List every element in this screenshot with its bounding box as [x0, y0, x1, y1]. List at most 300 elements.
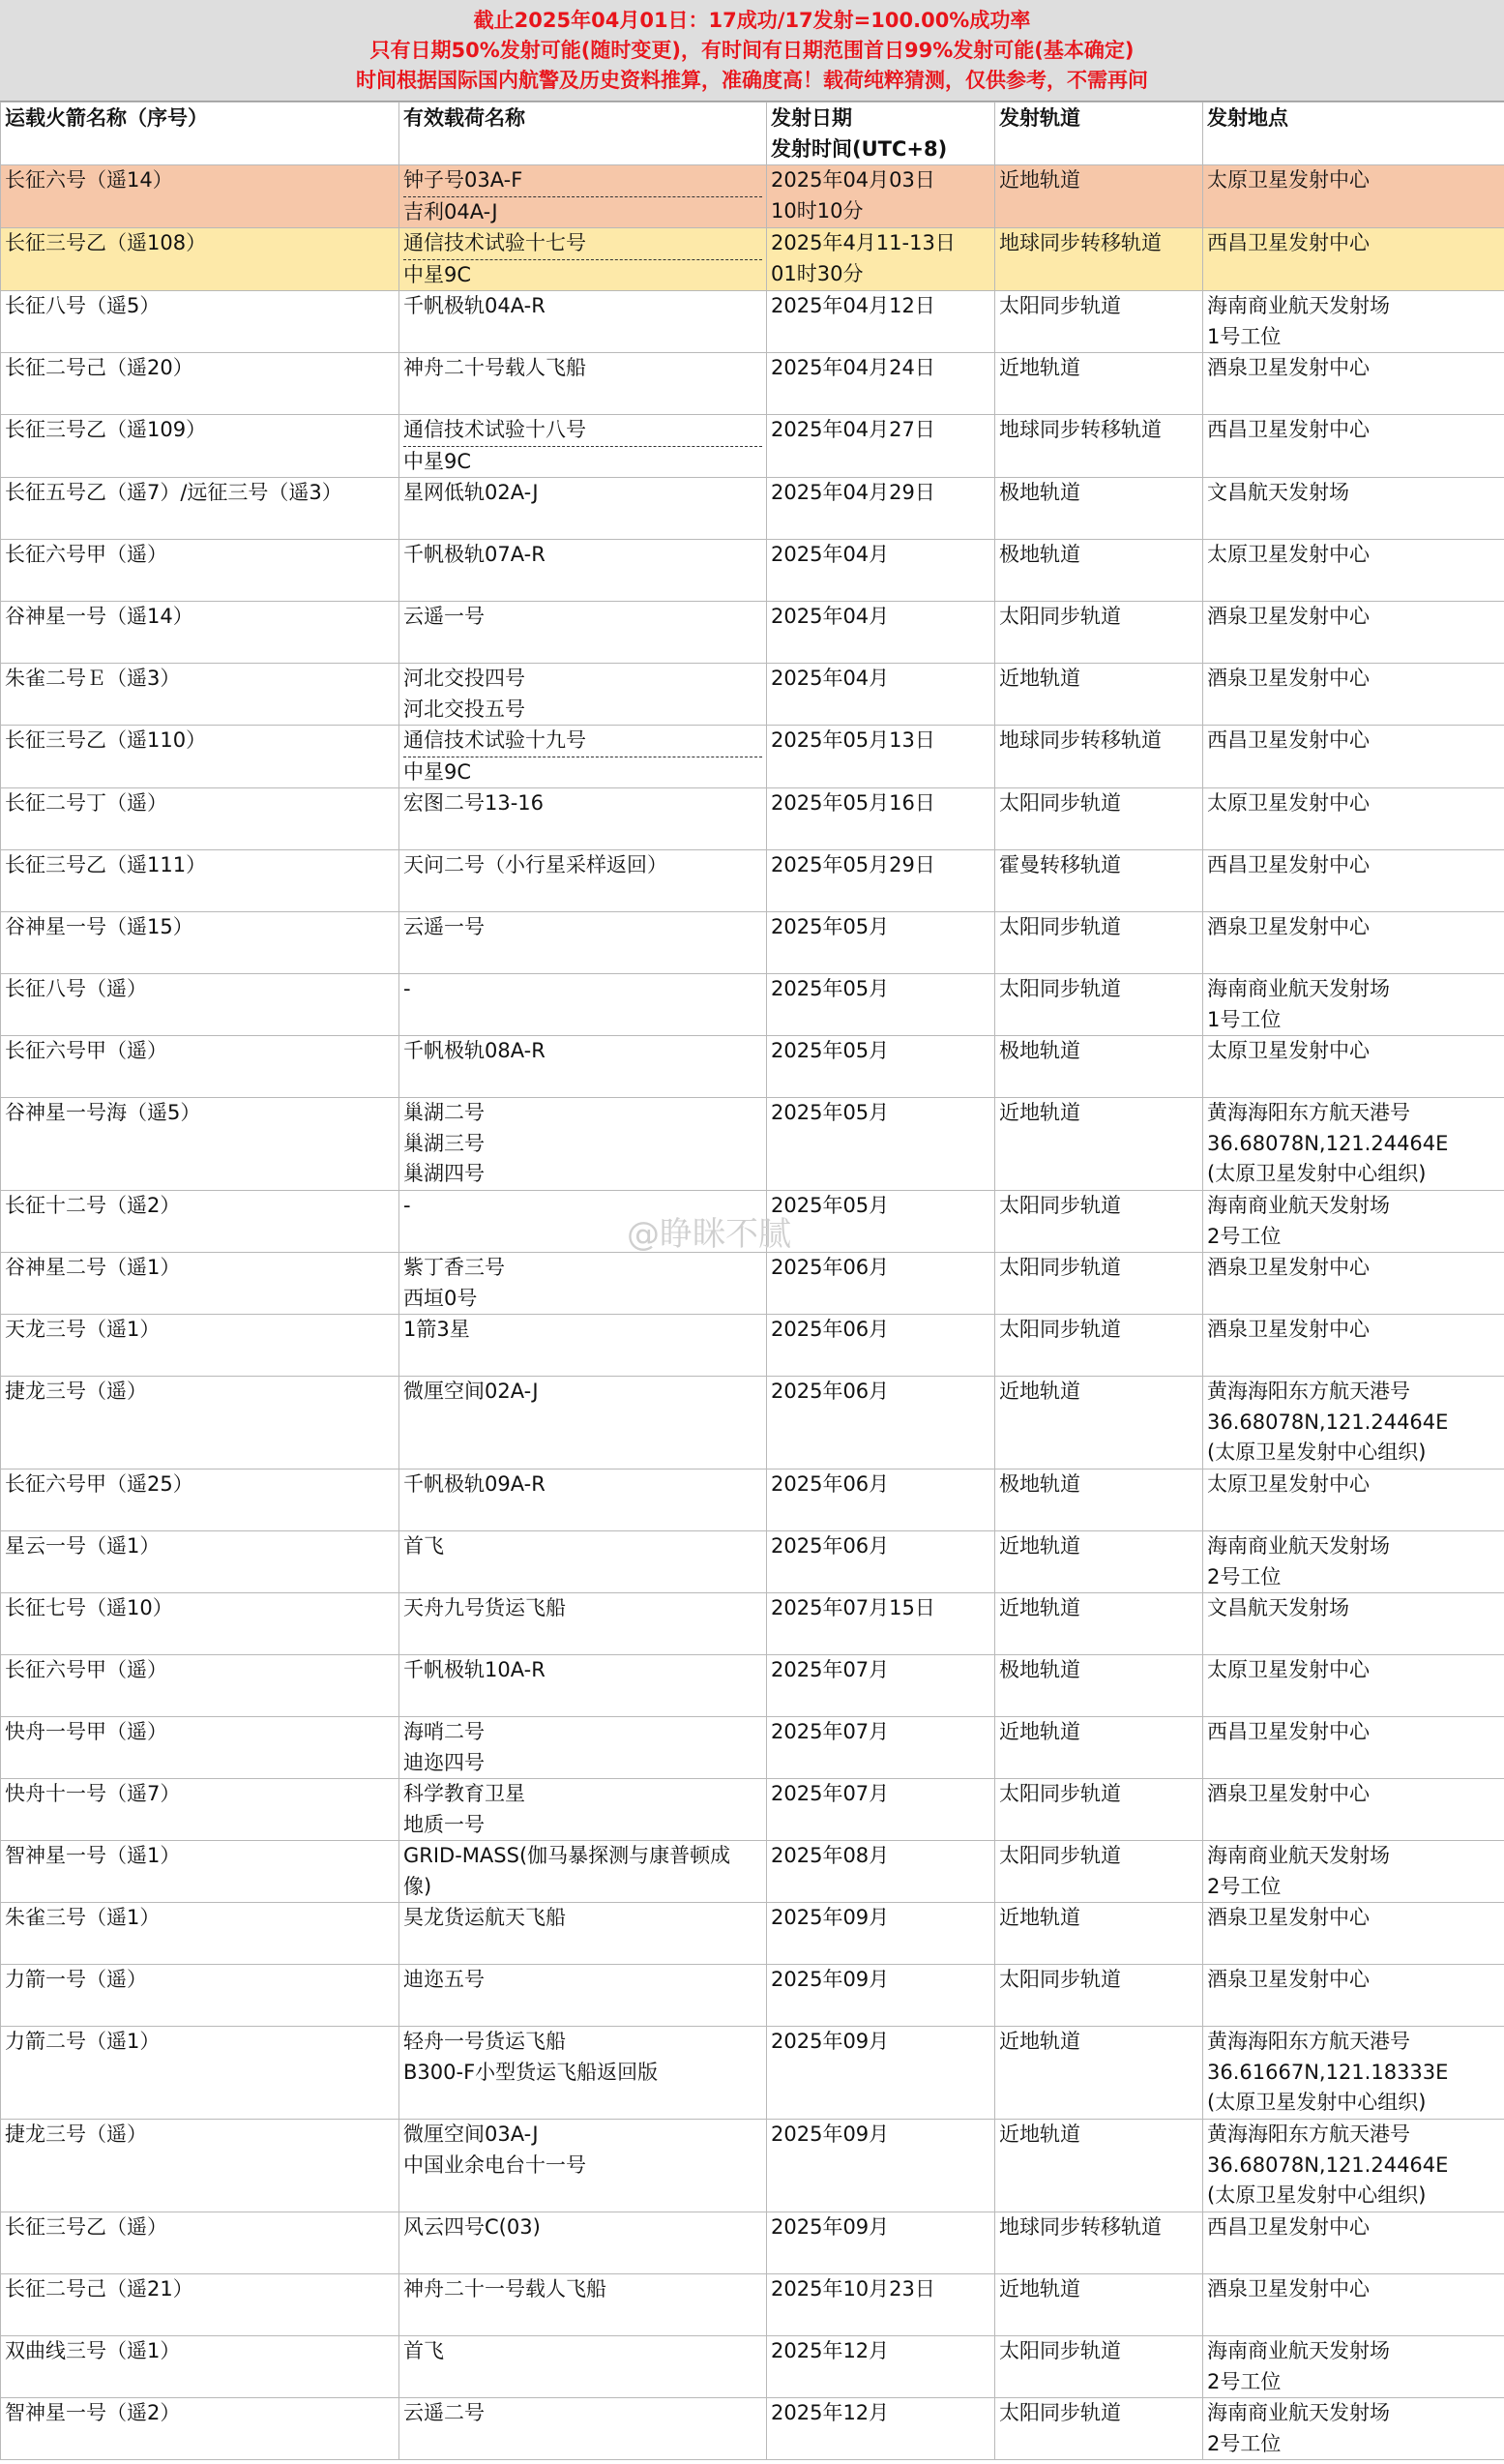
site-cell-line: 2号工位 — [1207, 2369, 1282, 2393]
orbit-cell-line: 近地轨道 — [999, 1534, 1080, 1558]
site-cell-line: 太原卫星发射中心 — [1207, 1658, 1370, 1681]
site-cell — [1203, 1655, 1504, 1717]
payload-cell — [399, 2212, 767, 2274]
date-cell — [767, 291, 995, 353]
rocket-cell-line: 天龙三号（遥1） — [5, 1318, 161, 1341]
table-row — [1, 726, 1504, 788]
site-cell — [1203, 1717, 1504, 1779]
date-cell-line: 2025年09月 — [771, 2030, 890, 2053]
date-cell-line: 2025年07月15日 — [771, 1596, 935, 1619]
rocket-cell — [1, 291, 399, 353]
orbit-cell — [995, 664, 1203, 726]
payload-cell-line: 像) — [403, 1874, 432, 1898]
table-row — [1, 912, 1504, 974]
site-cell-line: 西昌卫星发射中心 — [1207, 2215, 1370, 2239]
payload-cell-line: - — [403, 1194, 411, 1217]
payload-cell-line: 迪迩四号 — [403, 1750, 485, 1774]
date-cell — [767, 664, 995, 726]
orbit-cell — [995, 1965, 1203, 2027]
site-cell — [1203, 2027, 1504, 2120]
date-cell — [767, 165, 995, 228]
site-cell — [1203, 478, 1504, 540]
rocket-cell — [1, 1253, 399, 1315]
site-cell-line: 酒泉卫星发射中心 — [1207, 605, 1370, 628]
orbit-cell-line: 近地轨道 — [999, 1380, 1080, 1403]
rocket-cell-line: 长征三号乙（遥） — [5, 2215, 167, 2239]
orbit-cell-line: 极地轨道 — [999, 1658, 1080, 1681]
rocket-cell — [1, 912, 399, 974]
payload-cell-line: 云遥一号 — [403, 605, 485, 628]
table-row — [1, 1717, 1504, 1779]
date-cell-line: 01时30分 — [771, 261, 864, 285]
site-cell-line: 1号工位 — [1207, 324, 1282, 348]
date-cell — [767, 353, 995, 415]
site-cell-line: 太原卫星发射中心 — [1207, 1472, 1370, 1496]
rocket-cell — [1, 353, 399, 415]
payload-cell-line: 神舟二十号载人飞船 — [403, 356, 586, 379]
table-row — [1, 1965, 1504, 2027]
date-cell — [767, 1593, 995, 1655]
date-cell — [767, 1841, 995, 1903]
site-cell — [1203, 1593, 1504, 1655]
payload-cell-line: 云遥二号 — [403, 2401, 485, 2424]
date-cell — [767, 912, 995, 974]
date-cell-line: 2025年05月13日 — [771, 728, 935, 752]
site-cell — [1203, 165, 1504, 228]
payload-cell — [399, 1531, 767, 1593]
rocket-cell — [1, 165, 399, 228]
date-cell-line: 2025年06月 — [771, 1380, 890, 1403]
payload-cell-line: 星网低轨02A-J — [403, 481, 539, 504]
orbit-cell — [995, 2398, 1203, 2460]
rocket-cell-line: 长征八号（遥） — [5, 977, 147, 1000]
payload-cell — [399, 1377, 767, 1469]
orbit-cell — [995, 1253, 1203, 1315]
site-cell-line: 西昌卫星发射中心 — [1207, 728, 1370, 752]
payload-cell-line: 首飞 — [403, 2339, 444, 2362]
date-cell-line: 2025年05月 — [771, 1101, 890, 1124]
rocket-cell — [1, 602, 399, 664]
rocket-cell — [1, 478, 399, 540]
table-row — [1, 228, 1504, 291]
col-header-date-line: 发射日期 — [771, 106, 852, 130]
rocket-cell-line: 长征六号（遥14） — [5, 168, 173, 192]
rocket-cell — [1, 1841, 399, 1903]
orbit-cell-line: 地球同步转移轨道 — [999, 728, 1162, 752]
rocket-cell — [1, 1779, 399, 1841]
payload-cell — [399, 1779, 767, 1841]
site-cell — [1203, 788, 1504, 850]
site-cell — [1203, 1531, 1504, 1593]
date-cell — [767, 1036, 995, 1098]
rocket-cell-line: 谷神星二号（遥1） — [5, 1256, 181, 1279]
payload-cell-line: 钟子号03A-F — [403, 168, 523, 192]
site-cell-line: 海南商业航天发射场 — [1207, 1534, 1390, 1558]
payload-cell-line: 1箭3星 — [403, 1318, 470, 1341]
date-cell-line: 2025年05月 — [771, 915, 890, 938]
table-row — [1, 664, 1504, 726]
date-cell-line: 2025年04月29日 — [771, 481, 935, 504]
rocket-cell — [1, 1469, 399, 1531]
payload-cell — [399, 664, 767, 726]
site-cell — [1203, 1253, 1504, 1315]
rocket-cell-line: 智神星一号（遥1） — [5, 1844, 181, 1867]
orbit-cell — [995, 291, 1203, 353]
rocket-cell — [1, 1191, 399, 1253]
date-cell — [767, 2398, 995, 2460]
date-cell-line: 2025年09月 — [771, 1968, 890, 1991]
orbit-cell-line: 太阳同步轨道 — [999, 1782, 1121, 1805]
site-cell-line: 太原卫星发射中心 — [1207, 543, 1370, 566]
payload-cell — [399, 2274, 767, 2336]
site-cell-line: (太原卫星发射中心组织) — [1207, 1440, 1427, 1464]
orbit-cell-line: 太阳同步轨道 — [999, 605, 1121, 628]
rocket-cell — [1, 664, 399, 726]
rocket-cell — [1, 415, 399, 478]
col-header-orbit: 发射轨道 — [995, 103, 1203, 165]
rocket-cell-line: 长征八号（遥5） — [5, 294, 161, 317]
payload-cell — [399, 1098, 767, 1191]
site-cell-line: 西昌卫星发射中心 — [1207, 231, 1370, 254]
site-cell — [1203, 2120, 1504, 2212]
payload-cell-line: 河北交投四号 — [403, 667, 525, 690]
site-cell — [1203, 912, 1504, 974]
site-cell — [1203, 974, 1504, 1036]
date-cell-line: 2025年07月 — [771, 1782, 890, 1805]
orbit-cell — [995, 1191, 1203, 1253]
payload-cell-line: 中国业余电台十一号 — [403, 2152, 586, 2177]
orbit-cell-line: 地球同步转移轨道 — [999, 418, 1162, 441]
site-cell-line: 海南商业航天发射场 — [1207, 977, 1390, 1000]
payload-cell-line: 千帆极轨09A-R — [403, 1472, 546, 1496]
rocket-cell — [1, 2120, 399, 2212]
site-cell — [1203, 1377, 1504, 1469]
payload-cell-line: 中星9C — [403, 259, 762, 291]
rocket-cell-line: 捷龙三号（遥） — [5, 1380, 147, 1403]
date-cell-line: 2025年05月 — [771, 1039, 890, 1062]
orbit-cell-line: 近地轨道 — [999, 1720, 1080, 1743]
payload-cell-line: 巢湖四号 — [403, 1162, 485, 1185]
payload-cell-line: 吉利04A-J — [403, 196, 762, 228]
rocket-cell-line: 谷神星一号（遥15） — [5, 915, 193, 938]
rocket-cell-line: 长征三号乙（遥111） — [5, 853, 207, 876]
rocket-cell — [1, 1098, 399, 1191]
rocket-cell — [1, 2274, 399, 2336]
date-cell-line: 2025年04月 — [771, 667, 890, 690]
date-cell-line: 2025年08月 — [771, 1844, 890, 1867]
orbit-cell — [995, 726, 1203, 788]
table-row — [1, 540, 1504, 602]
payload-cell — [399, 1036, 767, 1098]
orbit-cell — [995, 788, 1203, 850]
date-cell — [767, 1717, 995, 1779]
payload-cell-line: 紫丁香三号 — [403, 1256, 505, 1279]
site-cell — [1203, 664, 1504, 726]
date-cell — [767, 974, 995, 1036]
payload-cell-line: 千帆极轨04A-R — [403, 294, 546, 317]
date-cell — [767, 1191, 995, 1253]
date-cell — [767, 1253, 995, 1315]
site-cell-line: (太原卫星发射中心组织) — [1207, 2183, 1427, 2207]
rocket-cell-line: 力箭二号（遥1） — [5, 2030, 161, 2053]
orbit-cell-line: 近地轨道 — [999, 1101, 1080, 1124]
payload-cell — [399, 726, 767, 788]
summary-line-2: 只有日期50%发射可能(随时变更)，有时间有日期范围首日99%发射可能(基本确定) — [369, 39, 1135, 62]
rocket-cell-line: 长征三号乙（遥110） — [5, 728, 207, 752]
site-cell-line: 2号工位 — [1207, 2431, 1282, 2455]
rocket-cell — [1, 2212, 399, 2274]
payload-cell — [399, 2398, 767, 2460]
col-header-site: 发射地点 — [1203, 103, 1504, 165]
orbit-cell — [995, 1779, 1203, 1841]
rocket-cell-line: 长征二号己（遥20） — [5, 356, 193, 379]
payload-cell — [399, 165, 767, 228]
payload-cell-line: 千帆极轨10A-R — [403, 1658, 546, 1681]
payload-cell — [399, 1965, 767, 2027]
orbit-cell — [995, 2336, 1203, 2398]
rocket-cell — [1, 1655, 399, 1717]
site-cell — [1203, 2212, 1504, 2274]
date-cell — [767, 1903, 995, 1965]
rocket-cell-line: 长征六号甲（遥25） — [5, 1472, 193, 1496]
site-cell-line: 1号工位 — [1207, 1007, 1282, 1031]
site-cell-line: 海南商业航天发射场 — [1207, 1194, 1390, 1217]
orbit-cell — [995, 540, 1203, 602]
table-row — [1, 353, 1504, 415]
payload-cell — [399, 415, 767, 478]
date-cell — [767, 726, 995, 788]
site-cell — [1203, 1469, 1504, 1531]
rocket-cell-line: 长征三号乙（遥109） — [5, 418, 207, 441]
payload-cell — [399, 228, 767, 291]
payload-cell-line: 天问二号（小行星采样返回） — [403, 853, 667, 876]
orbit-cell — [995, 228, 1203, 291]
payload-cell-line: 千帆极轨08A-R — [403, 1039, 546, 1062]
table-row — [1, 2398, 1504, 2460]
site-cell-line: 黄海海阳东方航天港号 — [1207, 1101, 1410, 1124]
payload-cell-line: 巢湖三号 — [403, 1131, 485, 1155]
payload-cell — [399, 1469, 767, 1531]
site-cell-line: 2号工位 — [1207, 1564, 1282, 1588]
site-cell-line: (太原卫星发射中心组织) — [1207, 1162, 1427, 1185]
payload-cell-line: 微厘空间03A-J — [403, 2123, 539, 2146]
site-cell-line: 酒泉卫星发射中心 — [1207, 667, 1370, 690]
payload-cell — [399, 478, 767, 540]
rocket-cell — [1, 2336, 399, 2398]
table-row — [1, 2212, 1504, 2274]
payload-cell — [399, 2120, 767, 2212]
orbit-cell-line: 太阳同步轨道 — [999, 1318, 1121, 1341]
rocket-cell — [1, 540, 399, 602]
date-cell-line: 2025年05月16日 — [771, 791, 935, 815]
orbit-cell — [995, 1098, 1203, 1191]
date-cell-line: 10时10分 — [771, 198, 864, 223]
date-cell — [767, 2336, 995, 2398]
site-cell — [1203, 415, 1504, 478]
payload-cell-line: 通信技术试验十九号 — [403, 728, 586, 752]
site-cell-line: 黄海海阳东方航天港号 — [1207, 1380, 1410, 1403]
table-row — [1, 1531, 1504, 1593]
site-cell-line: 36.68078N,121.24464E — [1207, 1131, 1449, 1155]
payload-cell-line: 轻舟一号货运飞船 — [403, 2030, 566, 2053]
table-row — [1, 415, 1504, 478]
site-cell-line: 酒泉卫星发射中心 — [1207, 356, 1370, 379]
watermark: @睁眯不腻 — [627, 1215, 791, 1254]
rocket-cell-line: 双曲线三号（遥1） — [5, 2339, 181, 2362]
site-cell-line: 酒泉卫星发射中心 — [1207, 1782, 1370, 1805]
payload-cell-line: 海哨二号 — [403, 1720, 485, 1743]
orbit-cell-line: 近地轨道 — [999, 1596, 1080, 1619]
orbit-cell-line: 太阳同步轨道 — [999, 1968, 1121, 1991]
payload-cell — [399, 2027, 767, 2120]
orbit-cell — [995, 2212, 1203, 2274]
rocket-cell-line: 长征三号乙（遥108） — [5, 231, 207, 254]
site-cell-line: 海南商业航天发射场 — [1207, 294, 1390, 317]
site-cell — [1203, 1036, 1504, 1098]
payload-cell — [399, 1655, 767, 1717]
rocket-cell-line: 长征六号甲（遥） — [5, 543, 167, 566]
orbit-cell — [995, 1036, 1203, 1098]
orbit-cell-line: 太阳同步轨道 — [999, 2401, 1121, 2424]
col-header-rocket: 运载火箭名称（序号） — [1, 103, 399, 165]
rocket-cell-line: 快舟一号甲（遥） — [5, 1720, 167, 1743]
date-cell — [767, 1315, 995, 1377]
table-row — [1, 2120, 1504, 2212]
orbit-cell — [995, 1717, 1203, 1779]
site-cell-line: 太原卫星发射中心 — [1207, 168, 1370, 192]
table-row — [1, 1655, 1504, 1717]
orbit-cell — [995, 974, 1203, 1036]
rocket-cell-line: 长征五号乙（遥7）/远征三号（遥3） — [5, 481, 342, 504]
date-cell — [767, 850, 995, 912]
site-cell — [1203, 1965, 1504, 2027]
rocket-cell-line: 快舟十一号（遥7） — [5, 1782, 181, 1805]
payload-cell-line: 科学教育卫星 — [403, 1782, 525, 1805]
site-cell-line: 酒泉卫星发射中心 — [1207, 2277, 1370, 2301]
date-cell — [767, 1655, 995, 1717]
orbit-cell-line: 地球同步转移轨道 — [999, 2215, 1162, 2239]
rocket-cell — [1, 850, 399, 912]
payload-cell-line: 昊龙货运航天飞船 — [403, 1906, 566, 1929]
payload-cell-line: 迪迩五号 — [403, 1968, 485, 1991]
date-cell — [767, 415, 995, 478]
table-row — [1, 850, 1504, 912]
date-cell — [767, 1469, 995, 1531]
payload-cell-line: B300-F小型货运飞船返回版 — [403, 2060, 659, 2084]
table-row — [1, 2336, 1504, 2398]
site-cell-line: (太原卫星发射中心组织) — [1207, 2091, 1427, 2114]
payload-cell — [399, 1315, 767, 1377]
site-cell — [1203, 1841, 1504, 1903]
summary-line-3: 时间根据国际国内航警及历史资料推算，准确度高！载荷纯粹猜测，仅供参考，不需再问 — [356, 69, 1148, 92]
rocket-cell — [1, 2398, 399, 2460]
date-cell-line: 2025年12月 — [771, 2401, 890, 2424]
payload-cell-line: 天舟九号货运飞船 — [403, 1596, 566, 1619]
orbit-cell — [995, 415, 1203, 478]
orbit-cell — [995, 850, 1203, 912]
date-cell-line: 2025年04月03日 — [771, 168, 935, 192]
table-row — [1, 1036, 1504, 1098]
rocket-cell-line: 长征二号丁（遥） — [5, 791, 167, 815]
date-cell-line: 2025年09月 — [771, 1906, 890, 1929]
orbit-cell-line: 近地轨道 — [999, 1906, 1080, 1929]
payload-cell-line: 西垣0号 — [403, 1286, 478, 1310]
date-cell-line: 2025年06月 — [771, 1472, 890, 1496]
payload-cell — [399, 540, 767, 602]
payload-cell-line: 微厘空间02A-J — [403, 1380, 539, 1403]
rocket-cell — [1, 788, 399, 850]
site-cell-line: 2号工位 — [1207, 1224, 1282, 1248]
payload-cell — [399, 1717, 767, 1779]
site-cell-line: 海南商业航天发射场 — [1207, 2401, 1390, 2424]
rocket-cell — [1, 1315, 399, 1377]
date-cell — [767, 1965, 995, 2027]
table-row — [1, 602, 1504, 664]
payload-cell-line: 神舟二十一号载人飞船 — [403, 2277, 606, 2301]
payload-cell-line: 云遥一号 — [403, 915, 485, 938]
payload-cell — [399, 602, 767, 664]
date-cell-line: 2025年04月 — [771, 543, 890, 566]
orbit-cell-line: 极地轨道 — [999, 481, 1080, 504]
site-cell-line: 太原卫星发射中心 — [1207, 1039, 1370, 1062]
rocket-cell-line: 长征十二号（遥2） — [5, 1194, 181, 1217]
site-cell-line: 黄海海阳东方航天港号 — [1207, 2123, 1410, 2146]
rocket-cell — [1, 1593, 399, 1655]
orbit-cell-line: 太阳同步轨道 — [999, 915, 1121, 938]
site-cell — [1203, 602, 1504, 664]
table-row — [1, 1377, 1504, 1469]
col-header-date — [767, 103, 995, 165]
date-cell-line: 2025年04月 — [771, 605, 890, 628]
date-cell — [767, 1779, 995, 1841]
rocket-cell-line: 力箭一号（遥） — [5, 1968, 147, 1991]
payload-cell-line: 中星9C — [403, 446, 762, 478]
payload-cell — [399, 1593, 767, 1655]
table-row — [1, 788, 1504, 850]
site-cell-line: 文昌航天发射场 — [1207, 481, 1349, 504]
payload-cell-line: 地质一号 — [403, 1812, 485, 1836]
site-cell — [1203, 291, 1504, 353]
date-cell — [767, 2120, 995, 2212]
date-cell — [767, 1377, 995, 1469]
orbit-cell — [995, 2027, 1203, 2120]
orbit-cell-line: 太阳同步轨道 — [999, 977, 1121, 1000]
orbit-cell — [995, 602, 1203, 664]
rocket-cell-line: 朱雀二号Ｅ（遥3） — [5, 667, 181, 690]
rocket-cell — [1, 974, 399, 1036]
table-row — [1, 974, 1504, 1036]
rocket-cell — [1, 726, 399, 788]
orbit-cell-line: 太阳同步轨道 — [999, 2339, 1121, 2362]
rocket-cell — [1, 1531, 399, 1593]
table-row — [1, 1779, 1504, 1841]
table-row — [1, 291, 1504, 353]
table-row — [1, 2027, 1504, 2120]
payload-cell — [399, 788, 767, 850]
site-cell — [1203, 540, 1504, 602]
site-cell-line: 酒泉卫星发射中心 — [1207, 1256, 1370, 1279]
table-row — [1, 1593, 1504, 1655]
orbit-cell-line: 近地轨道 — [999, 2277, 1080, 2301]
orbit-cell — [995, 2120, 1203, 2212]
table-row — [1, 1841, 1504, 1903]
payload-cell-line: 首飞 — [403, 1534, 444, 1558]
date-cell-line: 2025年10月23日 — [771, 2277, 935, 2301]
site-cell — [1203, 1098, 1504, 1191]
orbit-cell-line: 太阳同步轨道 — [999, 1844, 1121, 1867]
orbit-cell — [995, 353, 1203, 415]
table-row — [1, 1903, 1504, 1965]
